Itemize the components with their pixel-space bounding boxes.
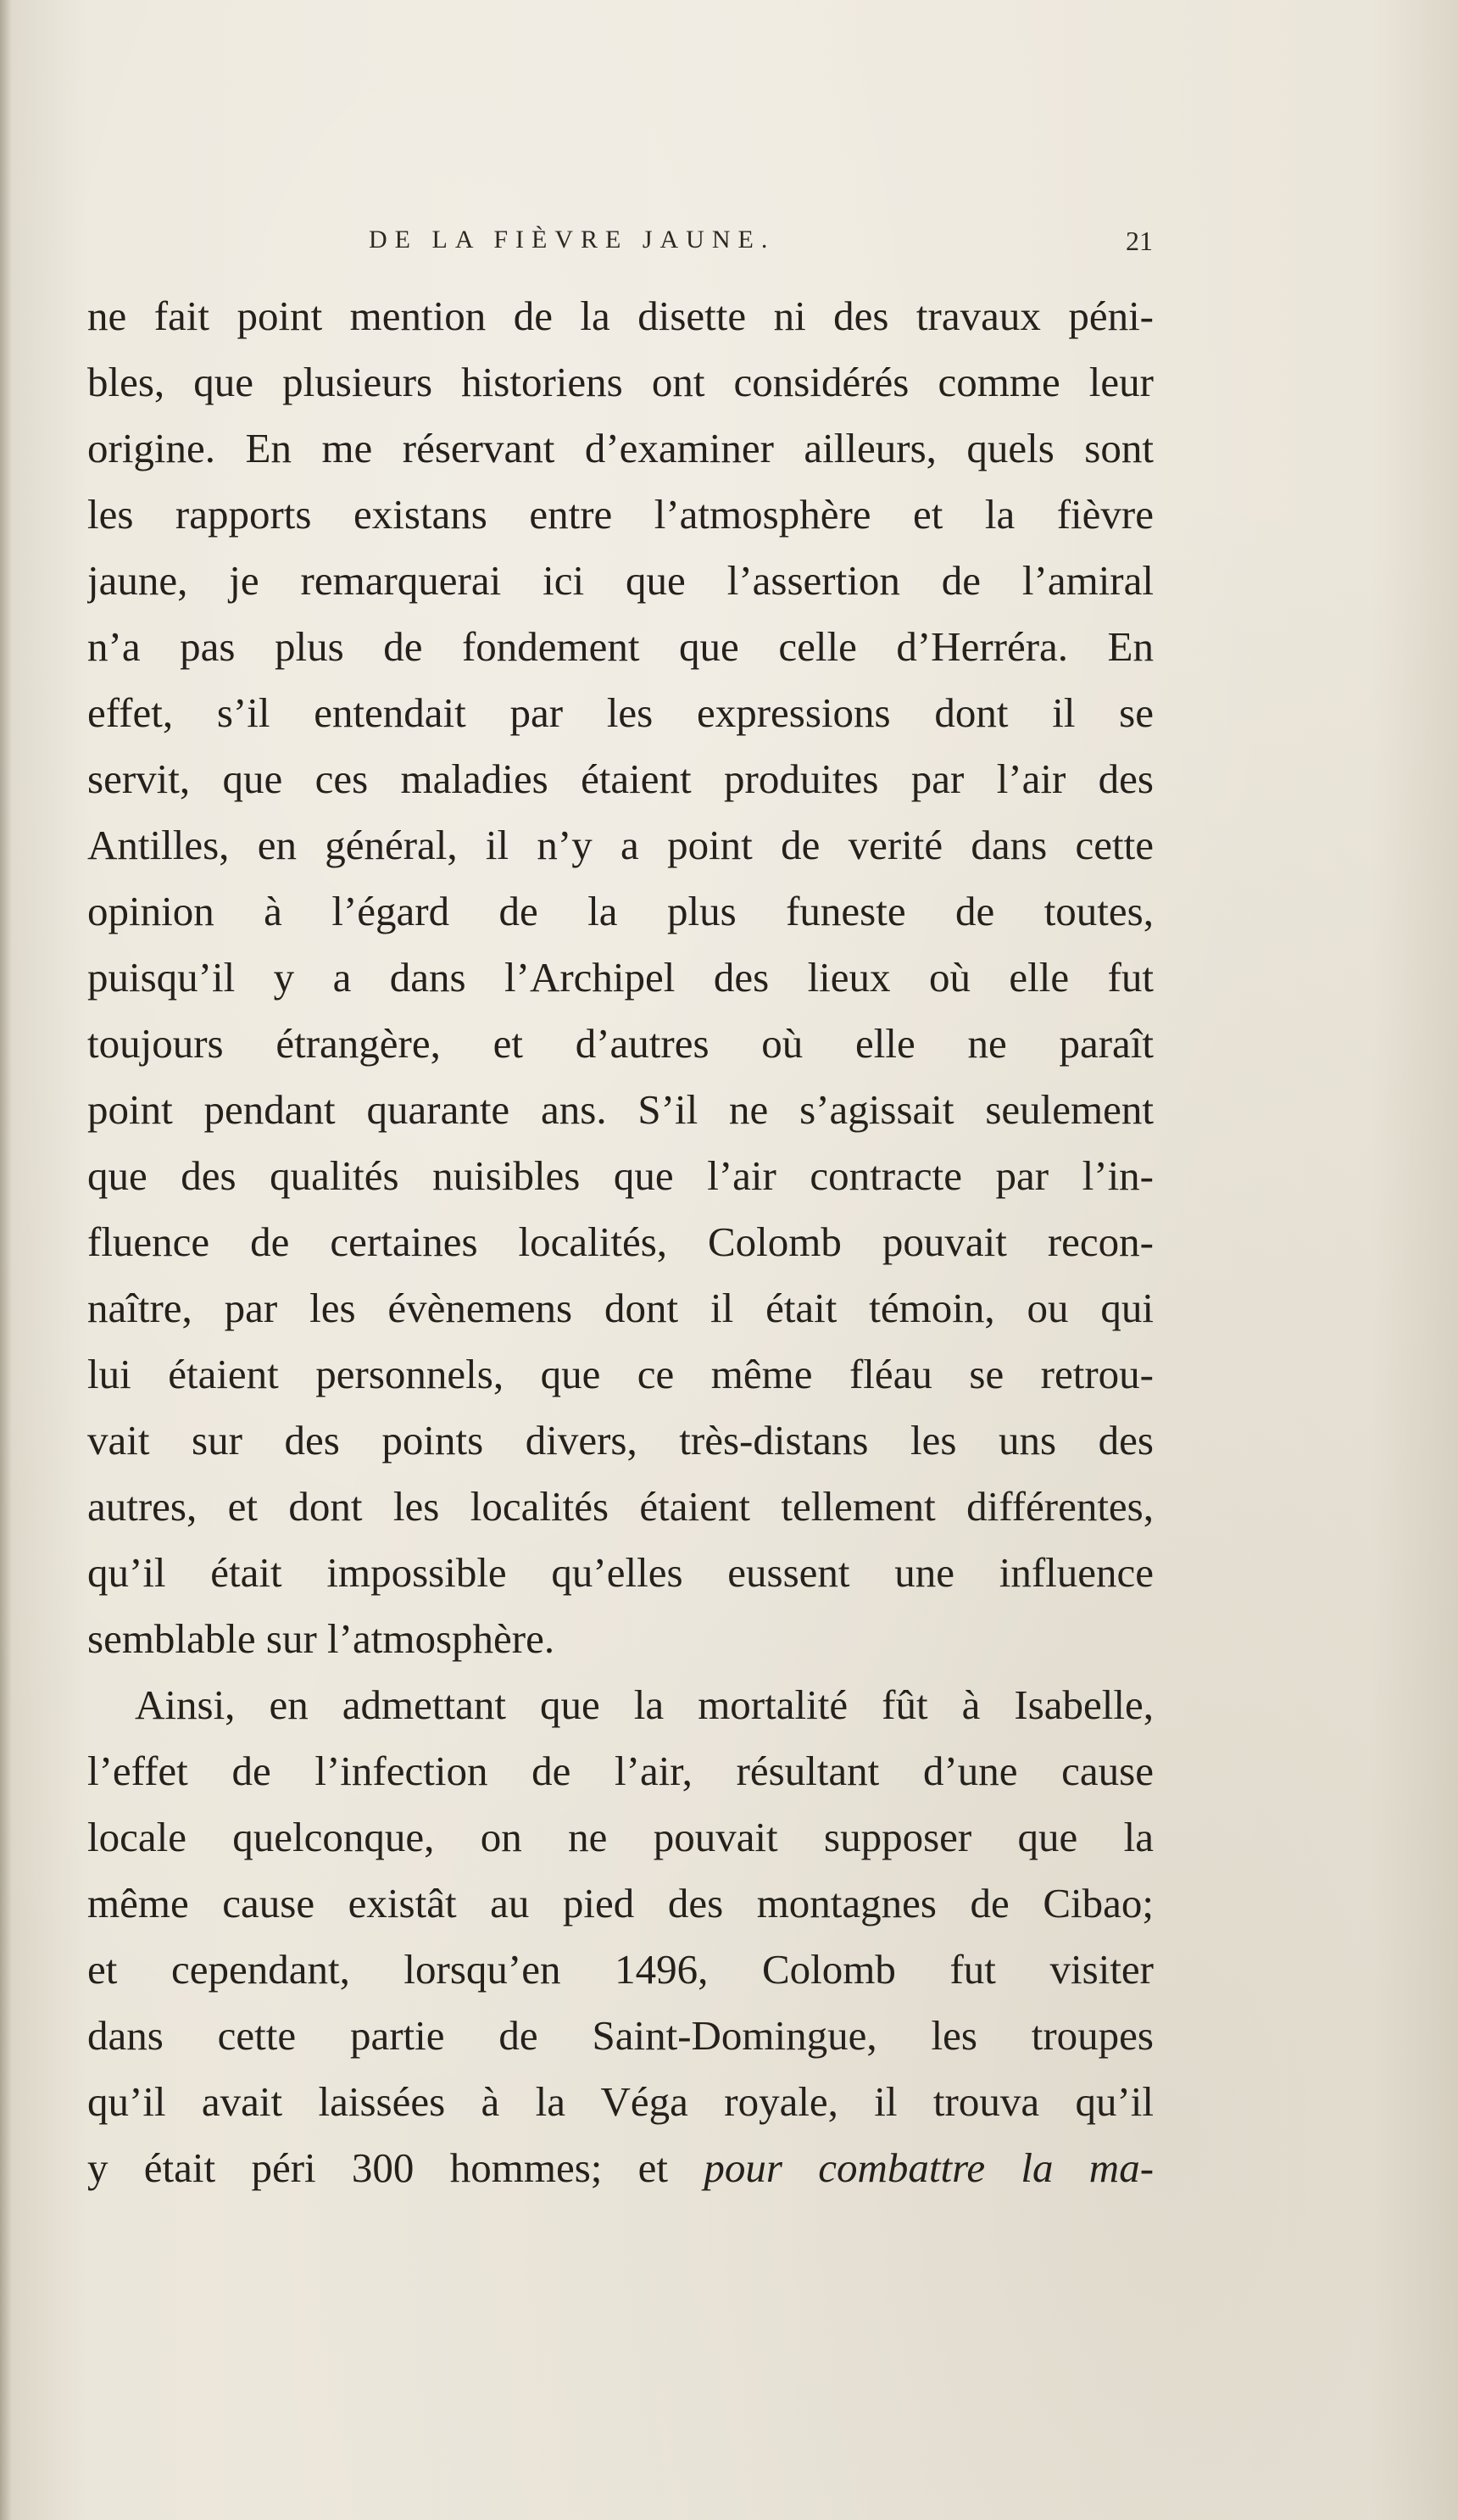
text-line: fluence de certaines localités, Colomb pouvait recon- xyxy=(87,1218,1154,1265)
body-text xyxy=(87,283,1154,2201)
text-line: semblable sur l’atmosphère. xyxy=(87,1615,555,1662)
text-line: naître, par les évènemens dont il était témoin, ou qui xyxy=(87,1285,1154,1331)
text-line: autres, et dont les localités étaient tellement différentes, xyxy=(87,1483,1154,1530)
text-line: n’a pas plus de fondement que celle d’Herréra. En xyxy=(87,623,1154,670)
text-line: opinion à l’égard de la plus funeste de toutes, xyxy=(87,888,1154,934)
text-line: lui étaient personnels, que ce même fléau se retrou- xyxy=(87,1351,1154,1397)
text-line: jaune, je remarquerai ici que l’assertion de l’amiral xyxy=(87,557,1154,604)
text-line: toujours étrangère, et d’autres où elle ne paraît xyxy=(87,1020,1154,1067)
text-line: que des qualités nuisibles que l’air contracte par l’in- xyxy=(87,1152,1154,1199)
running-title: DE LA FIÈVRE JAUNE. xyxy=(369,226,776,254)
text-line: origine. En me réservant d’examiner ailleurs, quels sont xyxy=(87,425,1154,471)
text-line: vait sur des points divers, très-distans les uns des xyxy=(87,1417,1154,1463)
text-line: servit, que ces maladies étaient produites par l’air des xyxy=(87,755,1154,802)
text-line: les rapports existans entre l’atmosphère et la fièvre xyxy=(87,491,1154,538)
final-line-italic: pour combattre la ma- xyxy=(704,2144,1154,2191)
text-line: locale quelconque, on ne pouvait supposer que la xyxy=(87,1814,1154,1860)
text-line: effet, s’il entendait par les expressions dont il se xyxy=(87,689,1154,736)
text-line: Antilles, en général, il n’y a point de verité dans cette xyxy=(87,822,1154,868)
running-head xyxy=(85,226,1153,259)
text-line: Ainsi, en admettant que la mortalité fût à Isabelle, xyxy=(135,1681,1154,1728)
text-line: qu’il avait laissées à la Véga royale, il trouva qu’il xyxy=(87,2078,1154,2125)
text-line: et cependant, lorsqu’en 1496, Colomb fut visiter xyxy=(87,1946,1154,1993)
text-line: bles, que plusieurs historiens ont considérés comme leur xyxy=(87,359,1154,405)
text-line: point pendant quarante ans. S’il ne s’agissait seulement xyxy=(87,1086,1154,1133)
text-line: même cause existât au pied des montagnes de Cibao; xyxy=(87,1880,1154,1926)
text-line: qu’il était impossible qu’elles eussent une influence xyxy=(87,1549,1154,1596)
text-line-final xyxy=(87,2135,1154,2201)
text-line: ne fait point mention de la disette ni des travaux péni- xyxy=(87,293,1154,339)
text-line: dans cette partie de Saint-Domingue, les troupes xyxy=(87,2012,1154,2059)
text-line: l’effet de l’infection de l’air, résultant d’une cause xyxy=(87,1748,1154,1794)
text-line: puisqu’il y a dans l’Archipel des lieux où elle fut xyxy=(87,954,1154,1001)
page-number: 21 xyxy=(1126,226,1153,256)
final-line-roman: y était péri 300 hommes; et xyxy=(87,2144,669,2191)
